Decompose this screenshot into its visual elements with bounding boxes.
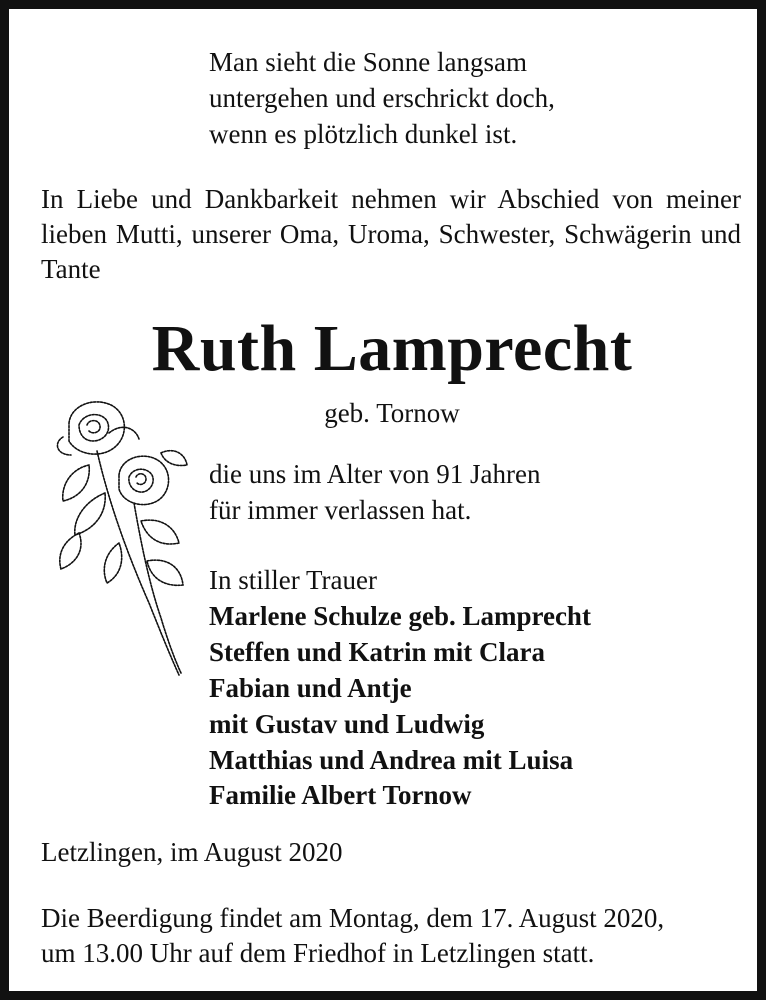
funeral-line-2: um 13.00 Uhr auf dem Friedhof in Letzlingen statt. — [41, 938, 595, 968]
deceased-name: Ruth Lamprecht — [151, 312, 633, 385]
mourner-1: Marlene Schulze geb. Lamprecht — [209, 601, 591, 631]
age-line-1: die uns im Alter von 91 Jahren — [209, 459, 541, 489]
mourner-6: Familie Albert Tornow — [209, 780, 472, 810]
place-date: Letzlingen, im August 2020 — [41, 837, 343, 867]
mourner-2: Steffen und Katrin mit Clara — [209, 637, 545, 667]
poem-line-3: wenn es plötzlich dunkel ist. — [209, 119, 518, 149]
poem-line-2: untergehen und erschrickt doch, — [209, 83, 555, 113]
mourner-3: Fabian und Antje — [209, 673, 412, 703]
mourner-4: mit Gustav und Ludwig — [209, 709, 485, 739]
rose-icon — [49, 393, 194, 683]
mourning-label: In stiller Trauer — [209, 565, 377, 595]
poem-line-1: Man sieht die Sonne langsam — [209, 47, 527, 77]
intro-text: In Liebe und Dankbarkeit nehmen wir Abschied von meiner lieben Mutti, unserer Oma, Uroma, Schwester, Schwägerin und Tante — [41, 184, 741, 284]
age-line-2: für immer verlassen hat. — [209, 495, 472, 525]
funeral-line-1: Die Beerdigung findet am Montag, dem 17. August 2020, — [41, 903, 665, 933]
birth-name: geb. Tornow — [324, 398, 460, 428]
mourner-5: Matthias und Andrea mit Luisa — [209, 745, 574, 775]
